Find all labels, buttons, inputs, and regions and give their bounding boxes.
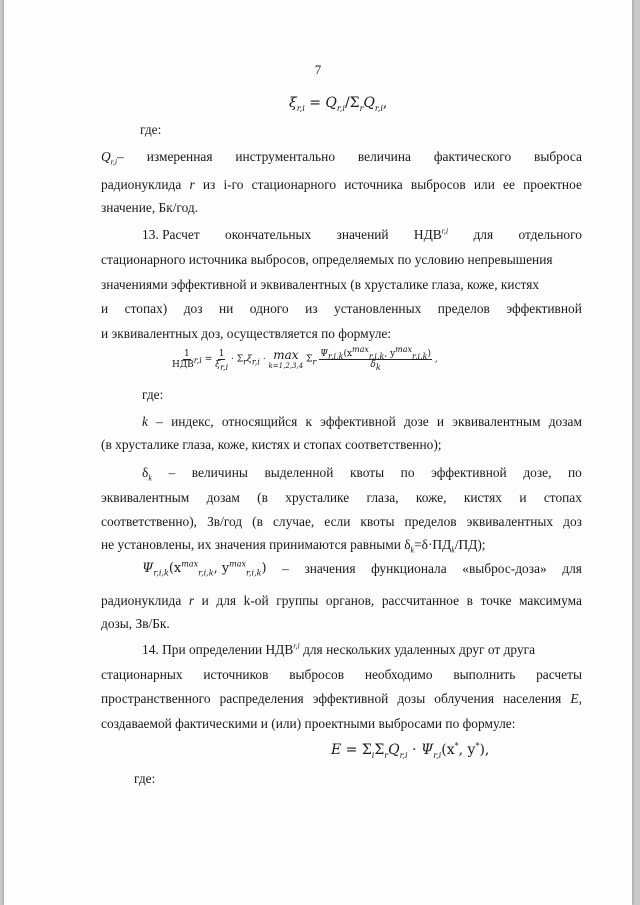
where-label: где: [142, 387, 164, 402]
p14-line-2: стационарных источников выбросов необходимо выполнить расчеты [101, 667, 582, 682]
where-label: где: [134, 771, 156, 786]
delta-definition-line-1: $\delta_k$ – величины выделенной квоты по эффективной дозе, по [142, 465, 582, 483]
q-definition-line-2: радионуклида r из i-го стационарного источника выбросов или ее проектное [101, 177, 582, 192]
k-definition-line-2: (в хрусталике глаза, коже, кистях и стопах соответственно); [101, 437, 442, 452]
p14-line-1: 14. При определении НДВ$^{r,i}$ для нескольких удаленных друг от друга [142, 641, 536, 657]
p13-line-1: 13. Расчет окончательных значений НДВ$^{r,i}$ для отдельного [142, 226, 582, 242]
formula-e: $E = \Sigma_i\Sigma_rQ_{r,i} \cdot \Psi_{r,i}(x^*$, y*), [331, 741, 490, 760]
p13-line-4: и стопах) доз ни одного из установленных пределов эффективной [101, 301, 582, 316]
formula-xi: $\xi_{r,i} = Q_{r,i}/\Sigma_rQ_{r,i}$, [289, 95, 388, 113]
where-label: где: [140, 122, 162, 137]
delta-definition-line-4: не установлены, их значения принимаются равными $\delta_k=\delta\cdot ПД_k/ПД$); [101, 537, 486, 555]
p13-line-2: стационарного источника выбросов, определяемых по условию непревышения [101, 252, 553, 267]
delta-definition-line-2: эквивалентным дозам (в хрусталике глаза, коже, кистях и стопах [101, 490, 582, 505]
psi-definition-line-3: дозы, Зв/Бк. [101, 616, 170, 631]
psi-definition-line-1: $\Psi_{r,i,k}(x^{max}_{r,i,k}$, $y^{max}_{r,i,k}$) – значения функционала «выброс-доза» для [142, 559, 582, 578]
k-definition-line-1: k – индекс, относящийся к эффективной дозе и эквивалентным дозам [142, 414, 582, 429]
document-page [4, 0, 632, 905]
psi-definition-line-2: радионуклида r и для k-ой группы органов, рассчитанное в точке максимума [101, 593, 582, 608]
p13-line-3: значениями эффективной и эквивалентных (в хрусталике глаза, коже, кистях [101, 277, 540, 292]
q-definition-line-1: $Q_{r,i}-$ измеренная инструментально величина фактического выброса [101, 149, 582, 167]
delta-definition-line-3: соответственно), Зв/год (в случае, если квоты пределов эквивалентных доз [101, 514, 582, 529]
p14-line-4: создаваемой фактическими и (или) проектными выбросами по формуле: [101, 716, 516, 731]
page-number: 7 [314, 62, 322, 77]
formula-ndv: $\frac{1}{НДВ^{r,i}}$ = $\frac{1}{\xi_{r,i}}$ · $\Sigma_r\xi_{r,i}$ · max k=1,2,3,4 $\Sigma_r$ $\frac{\Psi_{r,i,k}(x^{max}_{r,i,k}, y^{max}_{r,i,k})}{\delta_k}$ , [172, 344, 438, 372]
p13-line-5: и эквивалентных доз, осуществляется по формуле: [101, 326, 392, 341]
q-definition-line-3: значение, Бк/год. [101, 200, 199, 215]
p14-line-3: пространственного распределения эффективной дозы облучения населения E, [101, 691, 582, 706]
